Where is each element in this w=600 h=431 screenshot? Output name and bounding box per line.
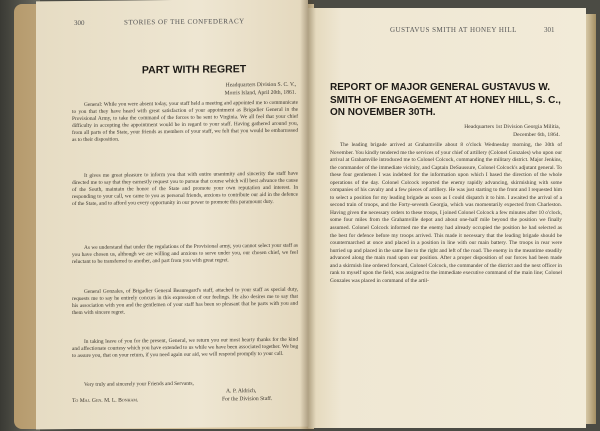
left-page-number: 300 [74, 18, 85, 28]
signature-name: A. P. Aldrich, [226, 388, 257, 395]
left-header-line-2: Morris Island, April 20th, 1861. [224, 89, 296, 97]
right-header-line-1: Headquarters 1st Division Georgia Militia, [464, 124, 560, 130]
right-paragraph-1: The leading brigade arrived at Grahamville about 8 o'clock Wednesday morning, the 30th of November. You kindly tendered me the services of your chief of artillery (Colonel Gonzales) who upon our arrival at Grahamville introduced me to Colonel Colcock, commanding the military district. Major Jenkins, the commander of the immediate vicinity, and Captain DeSaussure, Colonel Colcock's adjutant general. To these four gentlemen I was indebted for the information upon which I based the direction of the whole operations of the day. Colonel Colcock reported the enemy rapidly advancing, skirmishing with some companies of his cavalry and a few pieces of artillery. He was just starting to the front and I requested him to select a position for my leading brigade as soon as I could dispatch it to him. I awaited the arrival of a second train of troops, and the Forty-seventh Georgia, which was momentarily expected from Charleston. Having given the necessary orders to these troops, I joined Colonel Colcock a few minutes after 10 o'clock, some four miles from the Grahamville depot and about one-half mile beyond the position we finally assumed. Colonel Colcock informed me the enemy had already occupied the position he had selected as the best for defence before my troops arrived. This made it necessary that the leading brigade should be countermarched at once and placed in a position in line with our main battery. The troops in rear were hurried up and placed in the same line to the right and left of the road. The enemy in the meantime steadily advanced along the main road upon our position. After a proper disposition of our forces had been made and a skirmish line ordered forward, Colonel Colcock, the commander of the district and the next officer in rank to myself upon the field, was assigned to the immediate executive command of the main line; Colonel Gonzales was placed in command of the artil- [330, 142, 562, 284]
book-gutter [300, 0, 316, 431]
addressee: To Maj. Gen. M. L. Bonham. [72, 397, 139, 405]
left-paragraph-3: As we understand that under the regulations of the Provisional army, you cannot select your staff as you have chosen us, although we are willing and anxious to serve under you, our chosen chief, we feel reluctant to be transferred to another, and part from you with great regret. [72, 242, 298, 266]
left-paragraph-closing: Very truly and sincerely your Friends and Servants, [84, 380, 194, 388]
right-page-stack [586, 14, 596, 424]
left-paragraph-4: General Gonzales, of Brigadier General Beauregard's staff, attached to your staff as special duty, requests me to say he entirely concurs in this expression of our feelings. He also desires me to say that his association with you and the gentlemen of your staff has been so pleasant that he parts with you and them with sincere regret. [72, 286, 298, 317]
left-paragraph-5: In taking leave of you for the present, General, we return you our most hearty thanks for the kind and affectionate courtesy which you have extended to us while we have been associated together. We beg to assure you, that on your return, if you need again our aid, we will respond promptly to your call. [72, 336, 298, 360]
right-page-number: 301 [544, 26, 555, 34]
left-paragraph-2: It gives me great pleasure to inform you that with entire unanimity and sincerity the staff have directed me to say that they earnestly request you to pursue that course which will best advance the cause of the South, maintain the honor of the State and promote your own reputation and interest. In responding to your call, we came to you as personal friends, anxious to contribute our aid in the defence of the State, and to afford you every opportunity in our power to promote this paramount duty. [72, 170, 298, 208]
signature-title: For the Division Staff. [222, 395, 273, 403]
right-page [308, 8, 586, 428]
left-page [36, 0, 308, 429]
left-header-line-1: Headquarters Division S. C. V., [225, 81, 296, 89]
left-paragraph-1: General: While you were absent today, your staff held a meeting and appointed me to communicate to you that they have heard with great satisfaction of your appointment as Brigadier General in the Provisional Army, to take the command of the forces to be sent to Virginia. We all feel that your chief difficulty in accepting the appointment would be in regard to your staff. Having gathered around you, from all parts of the State, your friends as members of your staff, we felt that you would be embarrassed as to their disposition. [72, 99, 298, 144]
right-page-title: REPORT OF MAJOR GENERAL GUSTAVUS W. SMITH OF ENGAGEMENT AT HONEY HILL, S. C., ON NOVEMBER 30TH. [330, 82, 561, 118]
left-running-head: STORIES OF THE CONFEDERACY [124, 17, 245, 27]
right-running-head: GUSTAVUS SMITH AT HONEY HILL [390, 26, 517, 34]
left-page-title: PART WITH REGRET [141, 63, 247, 77]
right-header-line-2: December 6th, 1864. [513, 132, 560, 138]
